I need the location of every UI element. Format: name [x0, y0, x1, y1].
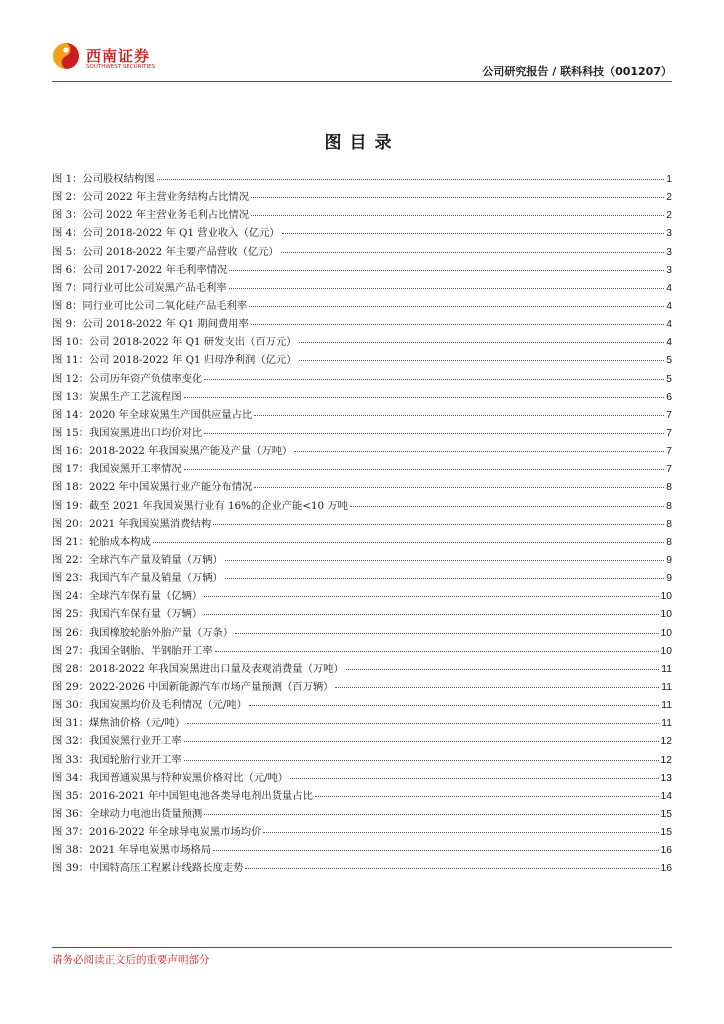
toc-leader-dots — [254, 487, 664, 488]
toc-leader-dots — [251, 197, 664, 198]
toc-leader-dots — [204, 433, 664, 434]
toc-entry-label[interactable]: 图 28：2018-2022 年我国炭黑进出口量及表观消费量（万吨） — [52, 662, 344, 675]
toc-entry-label[interactable]: 图 7：同行业可比公司炭黑产品毛利率 — [52, 281, 227, 294]
toc-entry-label[interactable]: 图 9：公司 2018-2022 年 Q1 期间费用率 — [52, 318, 249, 331]
toc-entry-label[interactable]: 图 10：公司 2018-2022 年 Q1 研发支出（百万元） — [52, 336, 297, 349]
toc-leader-dots — [350, 506, 664, 507]
toc-leader-dots — [235, 633, 658, 634]
toc-entry-page[interactable]: 10 — [660, 627, 672, 639]
toc-entry-label[interactable]: 图 22：全球汽车产量及销量（万辆） — [52, 553, 223, 566]
toc-leader-dots — [294, 451, 664, 452]
toc-entry-page[interactable]: 7 — [666, 427, 672, 439]
toc-entry[interactable] — [52, 351, 672, 369]
report-info: 公司研究报告 / 联科科技（001207） — [482, 65, 672, 78]
toc-entry-page[interactable]: 4 — [666, 282, 672, 294]
brand-name-cn: 西南证券 — [86, 47, 151, 65]
toc-entry-label[interactable]: 图 34：我国普通炭黑与特种炭黑价格对比（元/吨） — [52, 771, 289, 784]
table-of-figures — [52, 170, 672, 877]
toc-leader-dots — [251, 215, 664, 216]
toc-entry-page[interactable]: 11 — [661, 700, 672, 712]
toc-entry-page[interactable]: 4 — [666, 337, 672, 349]
toc-entry-label[interactable]: 图 5：公司 2018-2022 年主要产品营收（亿元） — [52, 245, 279, 258]
toc-leader-dots — [184, 397, 665, 398]
toc-entry-page[interactable]: 4 — [666, 300, 672, 312]
toc-leader-dots — [187, 723, 659, 724]
toc-entry[interactable] — [52, 859, 672, 877]
toc-entry[interactable] — [52, 569, 672, 587]
toc-leader-dots — [225, 560, 664, 561]
toc-entry-label[interactable]: 图 16：2018-2022 年我国炭黑产能及产量（万吨） — [52, 445, 293, 458]
toc-entry-label[interactable]: 图 15：我国炭黑进出口均价对比 — [52, 426, 203, 439]
toc-entry[interactable] — [52, 787, 672, 805]
toc-entry-page[interactable]: 11 — [661, 681, 672, 693]
toc-entry-page[interactable]: 2 — [666, 210, 672, 222]
toc-entry[interactable] — [52, 297, 672, 315]
toc-entry-label[interactable]: 图 39：中国特高压工程累计线路长度走势 — [52, 862, 244, 875]
toc-leader-dots — [184, 760, 659, 761]
toc-entry-page[interactable]: 3 — [666, 246, 672, 258]
toc-leader-dots — [263, 832, 658, 833]
toc-entry[interactable] — [52, 243, 672, 261]
toc-leader-dots — [315, 796, 659, 797]
toc-entry-page[interactable]: 15 — [660, 827, 672, 839]
toc-entry-label[interactable]: 图 3：公司 2022 年主营业务毛利占比情况 — [52, 209, 250, 222]
page-title: 图目录 — [324, 133, 400, 153]
toc-entry-page[interactable]: 9 — [666, 554, 672, 566]
toc-entry-label[interactable]: 图 36：全球动力电池出货量预测 — [52, 807, 203, 820]
toc-entry[interactable] — [52, 279, 672, 297]
toc-entry-page[interactable]: 10 — [660, 645, 672, 657]
toc-entry-page[interactable]: 11 — [661, 663, 672, 675]
toc-entry-page[interactable]: 9 — [666, 573, 672, 585]
toc-entry-page[interactable]: 10 — [660, 591, 672, 603]
toc-entry-label[interactable]: 图 2：公司 2022 年主营业务结构占比情况 — [52, 191, 250, 204]
toc-entry[interactable] — [52, 315, 672, 333]
toc-leader-dots — [204, 379, 664, 380]
toc-leader-dots — [254, 415, 664, 416]
toc-entry[interactable] — [52, 261, 672, 279]
toc-entry[interactable] — [52, 841, 672, 859]
toc-leader-dots — [213, 850, 658, 851]
toc-entry-label[interactable]: 图 19：截至 2021 年我国炭黑行业有 16%的企业产能<10 万吨 — [52, 499, 348, 512]
toc-entry[interactable] — [52, 406, 672, 424]
toc-leader-dots — [229, 270, 664, 271]
toc-leader-dots — [157, 179, 665, 180]
toc-entry-label[interactable]: 图 4：公司 2018-2022 年 Q1 营业收入（亿元） — [52, 227, 280, 240]
footer-divider — [52, 947, 672, 948]
toc-entry-page[interactable]: 7 — [666, 446, 672, 458]
toc-leader-dots — [184, 741, 659, 742]
toc-entry-page[interactable]: 8 — [666, 518, 672, 530]
toc-entry[interactable] — [52, 442, 672, 460]
toc-entry-label[interactable]: 图 35：2016-2021 年中国钽电池各类导电剂出货量占比 — [52, 789, 313, 802]
toc-leader-dots — [245, 868, 658, 869]
toc-leader-dots — [229, 288, 665, 289]
toc-leader-dots — [251, 324, 664, 325]
toc-entry-page[interactable]: 7 — [666, 409, 672, 421]
toc-entry-label[interactable]: 图 26：我国橡胶轮胎外胎产量（万条） — [52, 626, 234, 639]
toc-entry[interactable] — [52, 769, 672, 787]
toc-entry[interactable] — [52, 605, 672, 623]
toc-leader-dots — [213, 524, 664, 525]
toc-entry-page[interactable]: 16 — [660, 845, 672, 857]
toc-leader-dots — [184, 469, 665, 470]
toc-entry[interactable] — [52, 714, 672, 732]
toc-entry-label[interactable]: 图 24：全球汽车保有量（亿辆） — [52, 590, 203, 603]
toc-entry[interactable] — [52, 424, 672, 442]
toc-entry[interactable] — [52, 732, 672, 750]
toc-leader-dots — [204, 596, 658, 597]
toc-entry-page[interactable]: 11 — [661, 718, 672, 730]
toc-entry[interactable] — [52, 587, 672, 605]
toc-entry[interactable] — [52, 805, 672, 823]
toc-entry[interactable] — [52, 624, 672, 642]
page-header — [52, 38, 672, 80]
toc-entry-page[interactable]: 2 — [666, 192, 672, 204]
toc-entry-page[interactable]: 15 — [660, 808, 672, 820]
toc-entry[interactable] — [52, 370, 672, 388]
toc-entry[interactable] — [52, 170, 672, 188]
toc-entry[interactable] — [52, 460, 672, 478]
toc-entry-label[interactable]: 图 25：我国汽车保有量（万辆） — [52, 608, 203, 621]
toc-entry[interactable] — [52, 497, 672, 515]
toc-entry-label[interactable]: 图 29：2022-2026 中国新能源汽车市场产量预测（百万辆） — [52, 680, 334, 693]
toc-entry-label[interactable]: 图 13：炭黑生产工艺流程图 — [52, 390, 182, 403]
toc-leader-dots — [249, 306, 664, 307]
toc-entry-label[interactable]: 图 32：我国炭黑行业开工率 — [52, 735, 182, 748]
toc-entry[interactable] — [52, 642, 672, 660]
toc-entry-page[interactable]: 3 — [666, 228, 672, 240]
toc-entry-label[interactable]: 图 20：2021 年我国炭黑消费结构 — [52, 517, 212, 530]
toc-entry-page[interactable]: 8 — [666, 482, 672, 494]
toc-entry-label[interactable]: 图 14：2020 年全球炭黑生产国供应量占比 — [52, 408, 253, 421]
company-logo — [52, 42, 162, 76]
toc-entry[interactable] — [52, 188, 672, 206]
toc-entry-page[interactable]: 14 — [660, 790, 672, 802]
toc-entry[interactable] — [52, 515, 672, 533]
toc-entry-page[interactable]: 12 — [660, 754, 672, 766]
footer-disclaimer: 请务必阅读正文后的重要声明部分 — [52, 954, 210, 966]
toc-leader-dots — [153, 542, 665, 543]
toc-entry[interactable] — [52, 751, 672, 769]
toc-entry-page[interactable]: 6 — [666, 391, 672, 403]
toc-entry-label[interactable]: 图 31：煤焦油价格（元/吨） — [52, 717, 186, 730]
toc-entry-label[interactable]: 图 21：轮胎成本构成 — [52, 535, 151, 548]
toc-leader-dots — [281, 252, 665, 253]
toc-entry-label[interactable]: 图 38：2021 年导电炭黑市场格局 — [52, 844, 212, 857]
toc-leader-dots — [249, 705, 659, 706]
toc-entry-page[interactable]: 5 — [666, 373, 672, 385]
toc-entry-page[interactable]: 10 — [660, 609, 672, 621]
toc-leader-dots — [346, 669, 660, 670]
logo-mark-icon — [52, 42, 80, 70]
toc-entry-page[interactable]: 3 — [666, 264, 672, 276]
toc-leader-dots — [282, 233, 665, 234]
toc-entry-label[interactable]: 图 37：2016-2022 年全球导电炭黑市场均价 — [52, 826, 262, 839]
toc-entry-page[interactable]: 5 — [666, 355, 672, 367]
toc-leader-dots — [299, 342, 665, 343]
toc-leader-dots — [225, 578, 664, 579]
toc-entry[interactable] — [52, 660, 672, 678]
toc-leader-dots — [204, 814, 658, 815]
toc-entry-page[interactable]: 8 — [666, 536, 672, 548]
toc-entry-page[interactable]: 16 — [660, 863, 672, 875]
toc-entry-label[interactable]: 图 23：我国汽车产量及销量（万辆） — [52, 572, 223, 585]
toc-leader-dots — [299, 360, 665, 361]
toc-entry-label[interactable]: 图 8：同行业可比公司二氧化硅产品毛利率 — [52, 299, 248, 312]
toc-leader-dots — [204, 614, 658, 615]
toc-entry-label[interactable]: 图 30：我国炭黑均价及毛利情况（元/吨） — [52, 699, 247, 712]
toc-entry-label[interactable]: 图 18：2022 年中国炭黑行业产能分布情况 — [52, 481, 253, 494]
toc-entry[interactable] — [52, 206, 672, 224]
toc-entry[interactable] — [52, 533, 672, 551]
toc-entry-label[interactable]: 图 33：我国轮胎行业开工率 — [52, 753, 182, 766]
toc-entry-label[interactable]: 图 17：我国炭黑开工率情况 — [52, 463, 182, 476]
toc-entry-label[interactable]: 图 11：公司 2018-2022 年 Q1 归母净利润（亿元） — [52, 354, 297, 367]
toc-entry-page[interactable]: 12 — [660, 736, 672, 748]
toc-entry-page[interactable]: 13 — [660, 772, 672, 784]
header-divider — [52, 81, 672, 82]
toc-entry-label[interactable]: 图 1：公司股权结构图 — [52, 173, 155, 185]
toc-entry-page[interactable]: 7 — [666, 464, 672, 476]
toc-entry[interactable] — [52, 388, 672, 406]
toc-leader-dots — [215, 651, 659, 652]
toc-entry[interactable] — [52, 478, 672, 496]
toc-entry-page[interactable]: 8 — [666, 500, 672, 512]
toc-entry-page[interactable]: 4 — [666, 319, 672, 331]
toc-entry[interactable] — [52, 696, 672, 714]
toc-entry[interactable] — [52, 333, 672, 351]
toc-entry-label[interactable]: 图 12：公司历年资产负债率变化 — [52, 372, 203, 385]
toc-entry[interactable] — [52, 823, 672, 841]
toc-entry[interactable] — [52, 678, 672, 696]
toc-entry[interactable] — [52, 551, 672, 569]
toc-entry-label[interactable]: 图 6：公司 2017-2022 年毛利率情况 — [52, 263, 228, 276]
toc-entry-page[interactable]: 1 — [666, 174, 672, 185]
toc-leader-dots — [335, 687, 659, 688]
brand-name-en: SOUTHWEST SECURITIES — [86, 64, 156, 70]
toc-entry-label[interactable]: 图 27：我国全钢胎、半钢胎开工率 — [52, 644, 213, 657]
toc-leader-dots — [290, 778, 658, 779]
toc-entry[interactable] — [52, 224, 672, 242]
